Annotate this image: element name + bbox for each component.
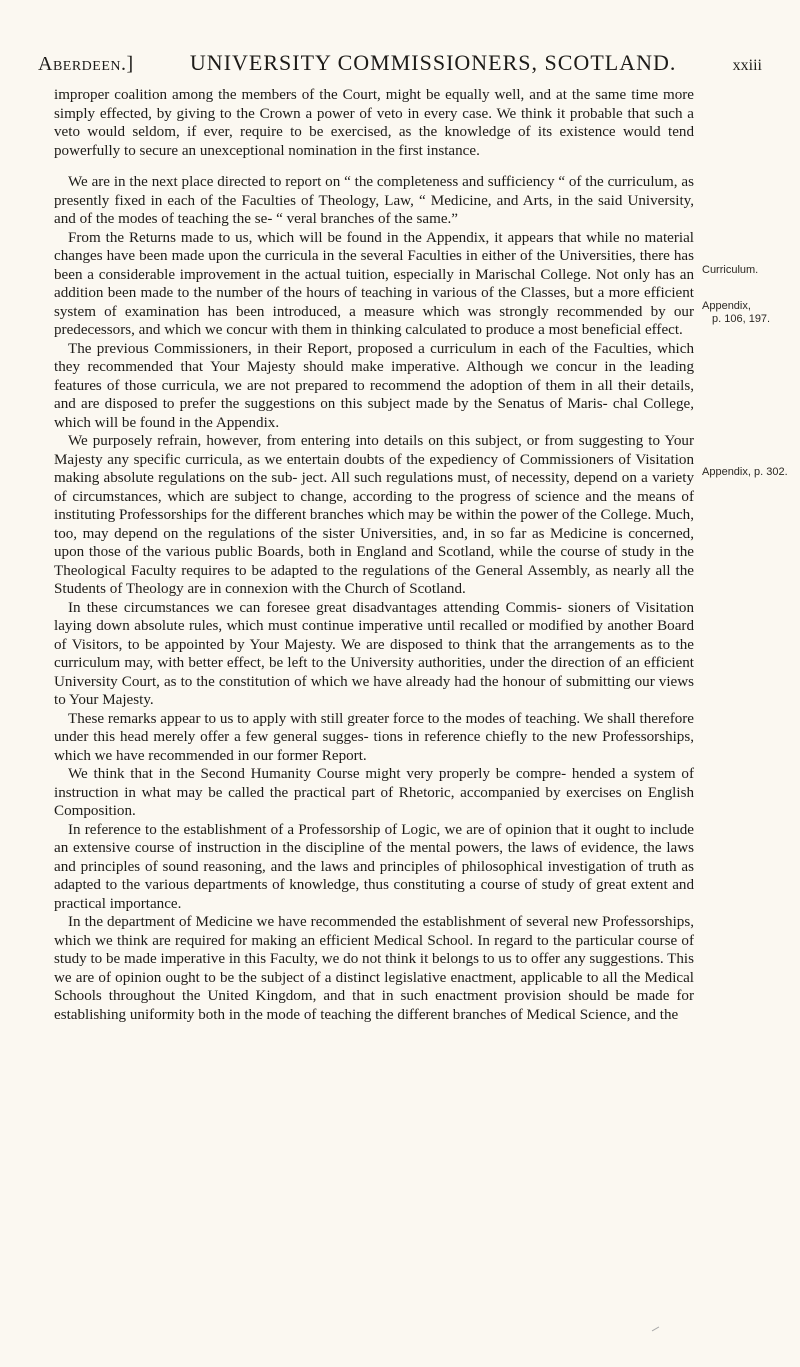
paragraph: In these circumstances we can foresee great disadvantages attending Commis- sioners of Visitation laying down absolute rules, which must continue imperative until recalled or modified by another Board of Visitors, to be appointed by Your Majesty. We are disposed to think that the arrangements as to the curriculum may, with better effect, be left to the University authorities, under the direction of an efficient University Court, as to the constitution of which we have already had the honour of submitting our views to Your Majesty. [54,599,694,708]
paragraph: We think that in the Second Humanity Course might very properly be compre- hended a system of instruction in what may be called the practical part of Rhetoric, accompanied by exercises on English Composition. [54,766,694,819]
margin-note-appendix: Appendix, [702,300,751,312]
paragraph: We are in the next place directed to report on “ the completeness and sufficiency “ of the curriculum, as presently fixed in each of the Faculties of Theology, Law, “ Medicine, and Arts, in the said University, and of the modes of teaching the se- “ veral branches of the same.” [54,174,694,227]
stray-mark [652,1326,662,1336]
margin-note-curriculum: Curriculum. [702,264,759,276]
page-number: xxiii [732,57,762,74]
body-text [54,86,694,1024]
paragraph: These remarks appear to us to apply with still greater force to the modes of teaching. We shall therefore under this head merely offer a few general sugges- tions in reference chiefly to the new Professorships, which we have recommended in our former Report. [54,710,694,764]
paragraph: We purposely refrain, however, from entering into details on this subject, or from suggesting to Your Majesty any specific curricula, as we entertain doubts of the expediency of Commissioners of Visitation making absolute regulations on the sub- ject. All such regulations must, of necessity, depend on a variety of circumstances, which are subject to change, according to the progress of science and the means of instituting Professorships for the different branches which may be within the power of the College. Much, too, may depend on the regulations of the sister Universities, and, in so far as Medicine is concerned, upon those of the various public Boards, both in England and Scotland, while the course of study in the Theological Faculty requires to be adapted to the regulations of the General Assembly, as nearly all the Students of Theology are in connexion with the Church of Scotland. [54,433,694,597]
paragraph: From the Returns made to us, which will be found in the Appendix, it appears that while no material changes have been made upon the curricula in the several Faculties in either of the Universities, there has been a considerable improvement in the actual tuition, especially in Marischal College. Not only has an addition been made to the number of the hours of teaching in various of the Classes, but a more efficient system of examination has been introduced, a measure which was strongly recommended by our predecessors, and which we concur with them in thinking calculated to produce a most beneficial effect. [54,229,694,338]
paragraph: improper coalition among the members of the Court, might be equally well, and at the same time more simply effected, by giving to the Crown a power of veto in every case. We think it probable that such a veto would seldom, if ever, require to be exercised, as the knowledge of its existence would tend powerfully to secure an unexceptional nomination in the first instance. [54,87,694,159]
paragraph: The previous Commissioners, in their Report, proposed a curriculum in each of the Faculties, which they recommended that Your Majesty should make imperative. Although we concur in the leading features of those curricula, we are not prepared to recommend the adoption of them in all their details, and are disposed to prefer the suggestions on this subject made by the Senatus of Maris- chal College, which will be found in the Appendix. [54,340,694,431]
header-section: Aberdeen.] [38,53,134,75]
paragraph: In reference to the establishment of a Professorship of Logic, we are of opinion that it ought to include an extensive course of instruction in the discipline of the mental powers, the laws of evidence, the laws and principles of sound reasoning, and the laws and principles of philosophical investigation of truth as adapted to the various departments of knowledge, thus constituting a course of study of great extent and practical importance. [54,821,694,912]
paragraph: In the department of Medicine we have recommended the establishment of several new Professorships, which we think are required for making an efficient Medical School. In regard to the particular course of study to be made imperative in this Faculty, we do not think it belongs to us to offer any suggestions. This we are of opinion ought to be the subject of a distinct legislative enactment, applicable to all the Medical Schools throughout the United Kingdom, and that in such enactment provision should be made for establishing uniformity both in the mode of teaching the different branches of Medical Science, and the [54,914,694,1023]
margin-note-appendix-pages: p. 106, 197. [712,313,771,325]
margin-note-appendix-2: Appendix, p. 302. [702,466,788,478]
header-title: UNIVERSITY COMMISSIONERS, SCOTLAND. [189,50,677,75]
running-header [38,50,762,76]
